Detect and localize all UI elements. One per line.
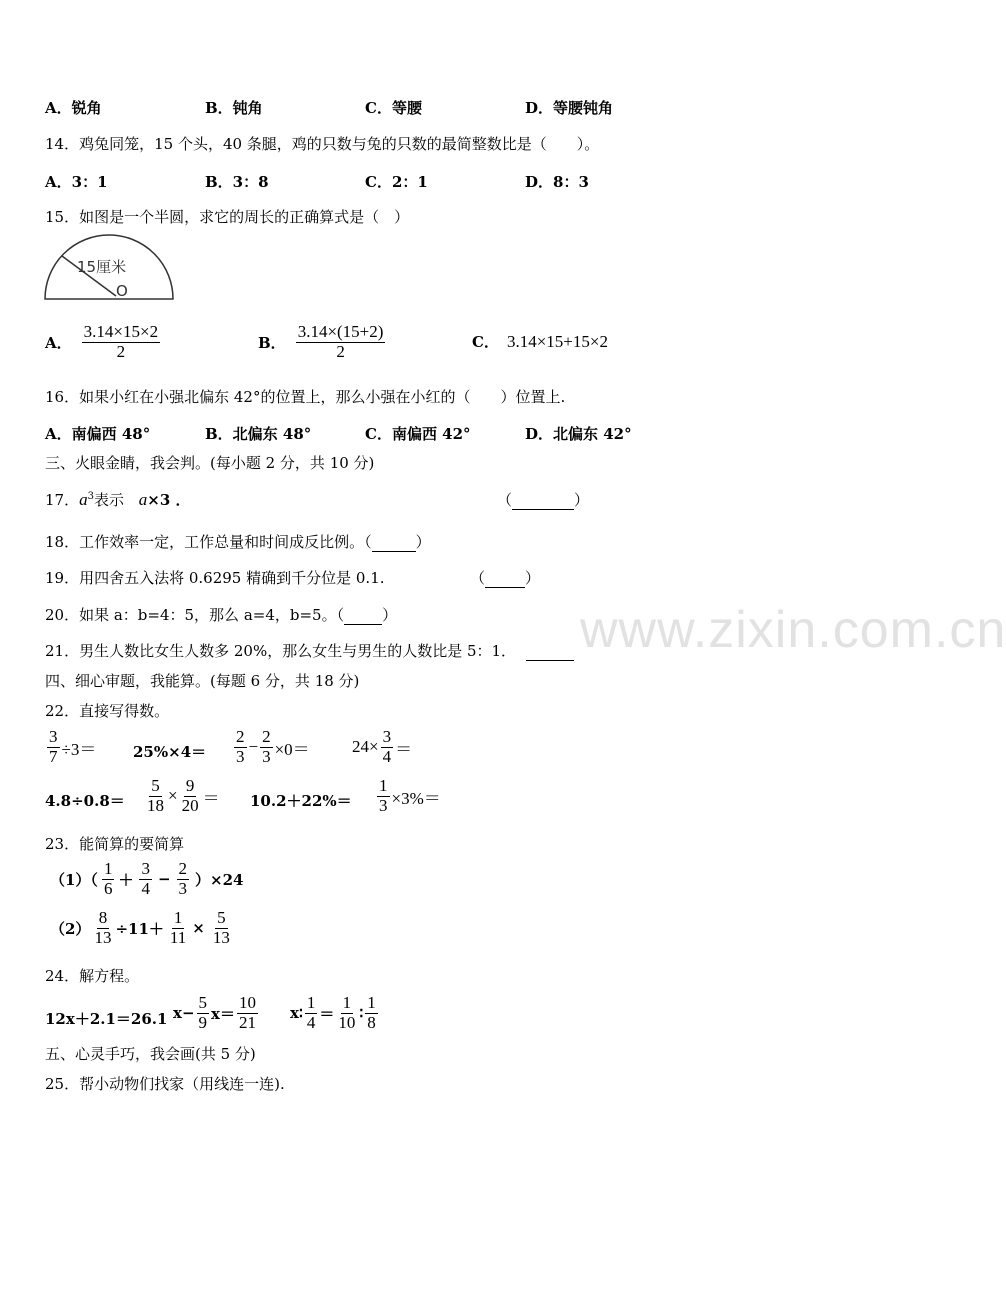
question-25-stem: 25．帮小动物们找家（用线连一连). [45,1075,285,1093]
expr-3: 2 3 − $\frac{2}{3}$ ×0＝ [236,727,310,766]
expr-4: 24× $\frac{3}{4}$ ＝ [352,727,413,766]
question-17: 17．$a^3$表示 a×3 ． [45,490,191,509]
answer-blank[interactable]: （ ） [497,491,590,509]
question-23-stem: 23．能简算的要简算 [45,835,185,853]
option-d: D．等腰钝角 [525,99,614,117]
question-16-stem: 16．如果小红在小强北偏东 42°的位置上，那么小强在小红的（ ）位置上. [45,388,566,406]
option-a: A． [45,333,72,352]
equation-2: x− $\frac{5}{9}$ x＝ 10 21 [173,993,256,1032]
option-c: C． [472,333,499,351]
option-a-fraction: 3.14×15×2 2 [83,321,159,361]
question-18: 18．工作效率一定，工作总量和时间成反比例。（ ） [45,533,431,551]
question-24-stem: 24．解方程。 [45,967,140,985]
expr-8: $\frac{1}{3}$ ×3%＝ [379,776,441,815]
section-3-heading: 三、火眼金睛，我会判。(每小题 2 分，共 10 分) [45,454,375,472]
option-c: C．南偏西 42° [365,425,471,443]
expr-7: 10.2＋22%＝ [250,792,352,810]
answer-blank[interactable] [372,533,416,552]
radius-label: 15厘米 [77,258,127,276]
expr-23-1: （1）（ 1 6 ＋ 3 4 − $\frac{2}{3}$ ）×24 [50,859,244,898]
question-15-stem: 15．如图是一个半圆，求它的周长的正确算式是（ ） [45,208,410,226]
option-c: C．等腰 [365,99,422,117]
option-c-expr: 3.14×15+15×2 [506,332,608,351]
center-label: O [116,282,128,300]
option-a: A．锐角 [45,99,102,117]
option-b-fraction: 3.14×(15+2) 2 [297,321,384,361]
equation-3: x∶ 1 4 ＝ 1 10 ∶ 1 8 [290,993,376,1032]
option-d: D．8：3 [525,173,589,191]
section-5-heading: 五、心灵手巧，我会画(共 5 分) [45,1045,256,1063]
option-b: B．北偏东 48° [205,425,312,443]
expr-23-2: （2） $\frac{8}{13}$ ÷11＋ $\frac{1}{11}$ × $\frac{5}{13}$ [50,908,230,947]
watermark: www.zixin.com.cn [580,601,1006,659]
question-20: 20．如果 a：b=4：5，那么 a=4，b=5。（ ） [45,606,398,624]
expr-5: 4.8÷0.8＝ [45,792,125,810]
answer-blank[interactable] [344,606,382,625]
answer-blank[interactable]: （ ） [470,569,541,587]
option-b: B． [258,333,286,352]
expr-2: 25%×4＝ [133,743,207,761]
answer-blank[interactable] [526,642,574,661]
option-a: A．3：1 [45,173,108,191]
section-4-heading: 四、细心审题，我能算。(每题 6 分，共 18 分) [45,672,360,690]
question-22-stem: 22．直接写得数。 [45,702,170,720]
question-19: 19．用四舍五入法将 0.6295 精确到千分位是 0.1. [45,569,385,587]
option-b: B．3：8 [205,173,269,191]
question-21: 21．男生人数比女生人数多 20%，那么女生与男生的人数比是 5：1． [45,640,574,661]
expr-6: $\frac{5}{18}$ × $\frac{9}{20}$ ＝ [147,776,220,815]
option-d: D．北偏东 42° [525,425,632,443]
option-b: B．钝角 [205,99,263,117]
option-c: C．2：1 [365,173,428,191]
option-a: A．南偏西 48° [45,425,151,443]
question-14-stem: 14．鸡兔同笼，15 个头，40 条腿，鸡的只数与兔的只数的最简整数比是（ ）。 [45,135,600,153]
equation-1: 12x＋2.1＝26.1 [45,1010,168,1028]
expr-1: $\frac{3}{7}$ ÷3＝ [49,727,97,766]
semicircle-figure [40,234,180,304]
